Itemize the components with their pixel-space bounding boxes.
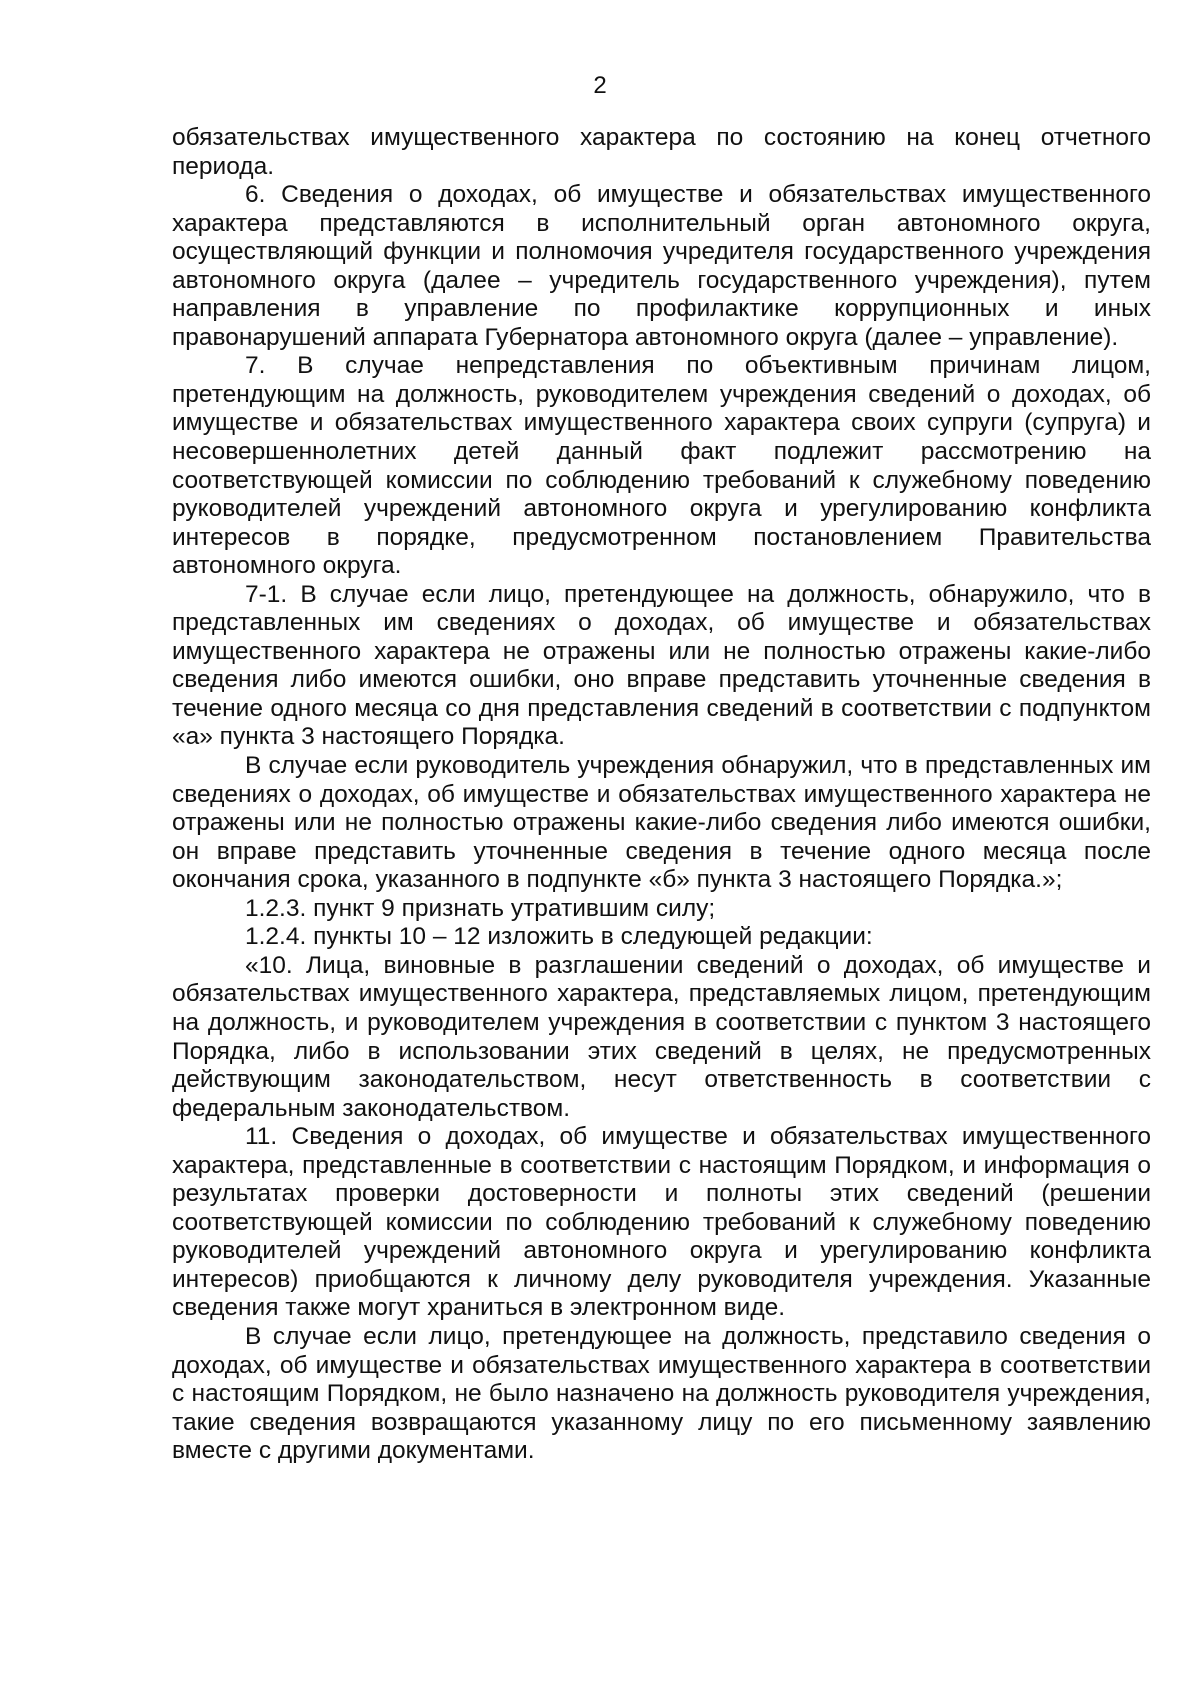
paragraph-item-7-1: 7-1. В случае если лицо, претендующее на должность, обнаружило, что в представленных им сведениях о доходах, об имуществе и обязательствах имущественного характера не отражены или не полностью отражены какие-либо сведения либо имеются ошибки, оно вправе представить уточненные сведения в течение одного месяца со дня представления сведений в соответствии с подпунктом «а» пункта 3 настоящего Порядка. xyxy=(172,580,1151,751)
paragraph-item-1-2-4: 1.2.4. пункты 10 – 12 изложить в следующей редакции: xyxy=(245,923,873,951)
paragraph-continuation: обязательствах имущественного характера по состоянию на конец отчетного периода. xyxy=(172,124,1151,180)
paragraph-item-10: «10. Лица, виновные в разглашении сведений о доходах, об имуществе и обязательствах имущественного характера, представляемых лицом, претендующим на должность, и руководителем учреждения в соответствии с пунктом 3 настоящего Порядка, либо в использовании этих сведений в целях, не предусмотренных действующим законодательством, несут ответственность в соответствии с федеральным законодательством. xyxy=(172,951,1151,1122)
paragraph-item-11: 11. Сведения о доходах, об имуществе и обязательствах имущественного характера, представленные в соответствии с настоящим Порядком, и информация о результатах проверки достоверности и полноты этих сведений (решении соответствующей комиссии по соблюдению требований к служебному поведению руководителей учреждений автономного округа и урегулированию конфликта интересов) приобщаются к личному делу руководителя учреждения. Указанные сведения также могут храниться в электронном виде. xyxy=(172,1123,1151,1322)
paragraph-item-7-1-part-2: В случае если руководитель учреждения обнаружил, что в представленных им сведениях о доходах, об имуществе и обязательствах имущественного характера не отражены или не полностью отражены какие-либо сведения либо имеются ошибки, он вправе представить уточненные сведения в течение одного месяца после окончания срока, указанного в подпункте «б» пункта 3 настоящего Порядка.»; xyxy=(172,752,1151,894)
paragraph-item-1-2-3: 1.2.3. пункт 9 признать утратившим силу; xyxy=(245,894,716,922)
paragraph-item-11-part-2: В случае если лицо, претендующее на должность, представило сведения о доходах, об имуществе и обязательствах имущественного характера в соответствии с настоящим Порядком, не было назначено на должность руководителя учреждения, такие сведения возвращаются указанному лицу по его письменному заявлению вместе с другими документами. xyxy=(172,1322,1151,1465)
paragraph-item-6: 6. Сведения о доходах, об имуществе и обязательствах имущественного характера представляются в исполнительный орган автономного округа, осуществляющий функции и полномочия учредителя государственного учреждения автономного округа (далее – учредитель государственного учреждения), путем направления в управление по профилактике коррупционных и иных правонарушений аппарата Губернатора автономного округа (далее – управление). xyxy=(172,181,1151,351)
paragraph-item-7: 7. В случае непредставления по объективным причинам лицом, претендующим на должность, руководителем учреждения сведений о доходах, об имуществе и обязательствах имущественного характера своих супруги (супруга) и несовершеннолетних детей данный факт подлежит рассмотрению на соответствующей комиссии по соблюдению требований к служебному поведению руководителей учреждений автономного округа и урегулированию конфликта интересов в порядке, предусмотренном постановлением Правительства автономного округа. xyxy=(172,352,1151,580)
page-number: 2 xyxy=(593,72,607,99)
document-body xyxy=(172,124,1151,1466)
